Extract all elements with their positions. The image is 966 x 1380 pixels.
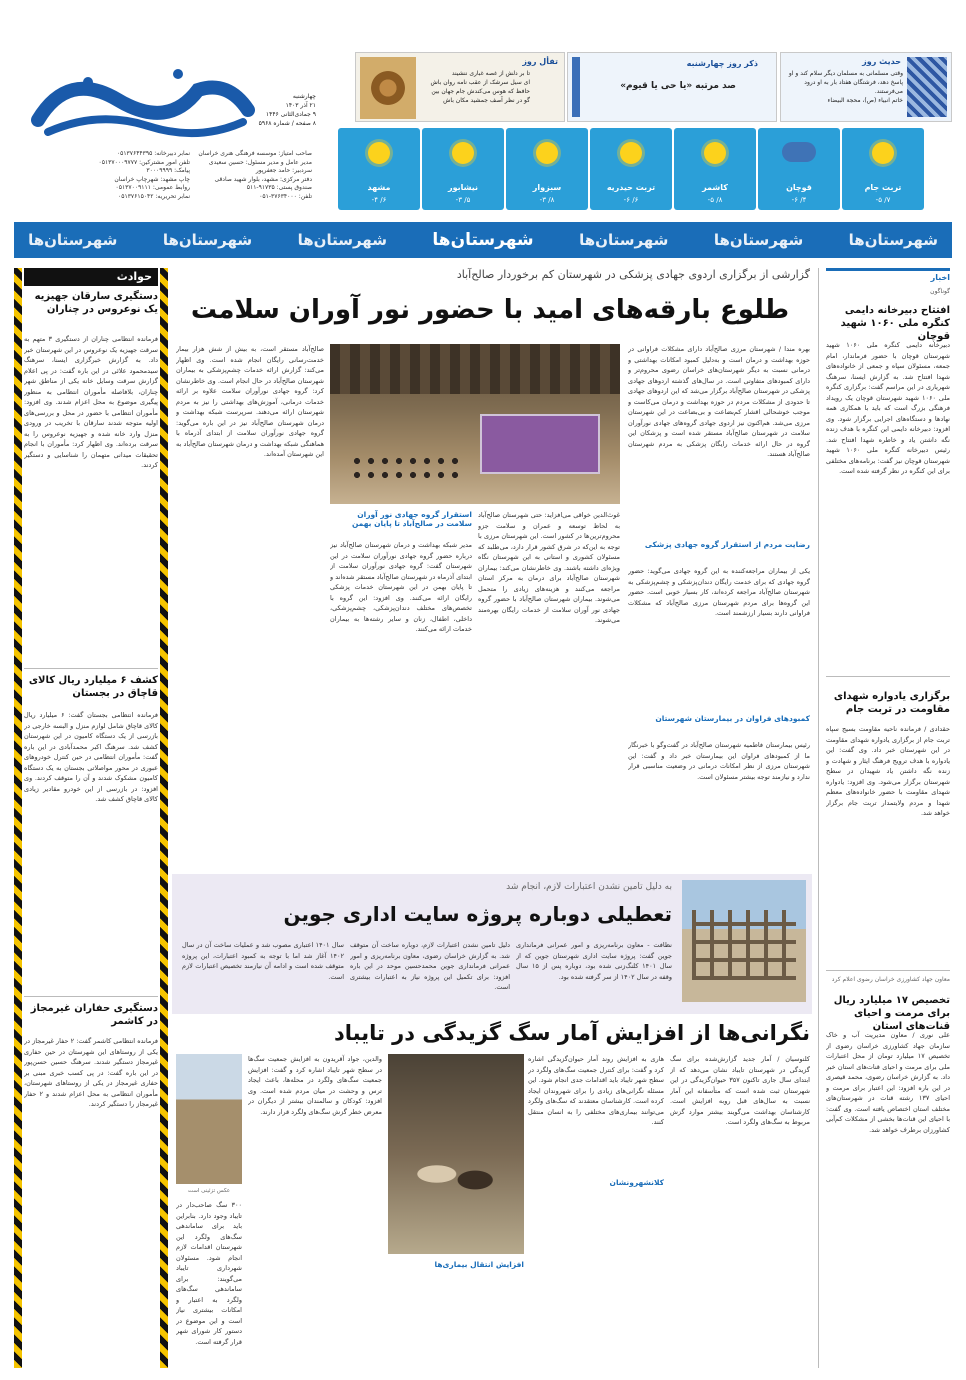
bottom-headline: نگرانی‌ها از افزایش آمار سگ گزیدگی در تایباد [333, 1021, 810, 1045]
right-item3-text: علی نوری / معاون مدیریت آب و خاک سازمان جهاد کشاورزی خراسان رضوی از تخصیص ۱۷ میلیارد تومان از محل اعتبارات ملی برای مرمت و احیای قنات‌های استان خبر داد. به گزارش خراسان رضوی، محمد قیصری در این باره افزود: این اعتبار برای مرمت و احیای ۱۳۷ رشته قنات در شهرستان‌های مختلف استان اختصاص یافته است. وی گفت: با احیای این قنات‌ها بخشی از مشکلات کم‌آبی کشاورزان برطرف خواهد شد. [826, 1031, 950, 1134]
weather-city: تربت جام [864, 183, 902, 192]
mid-story [172, 874, 812, 1014]
right-item1-title: افتتاح دبیرخانه دایمی کنگره ملی ۱۰۶۰ شهید قوچان [840, 305, 950, 342]
bottom-subhead-2: کلانشهرونشان [609, 1178, 664, 1187]
right-column-rule [818, 268, 819, 1368]
weather-temp: ۴/ ۶- [791, 196, 807, 204]
section-label: شهرستان‌ها [162, 231, 253, 249]
sun-icon [620, 142, 642, 164]
lead-subhead-2: کمبودهای فراوان در بیمارستان شهرستان [655, 714, 810, 723]
bottom-col4-text: ۳۰۰ سگ صاحب‌دار در تایباد وجود دارد. بنابراین باید برای ساماندهی سگ‌های ولگرد این شهرستان اقدامات لازم انجام شود. مسئولان شهرداری تایباد می‌گویند: برای ساماندهی سگ‌های ولگرد به اعتبار و امکانات بیشتری نیاز است و این موضوع در دستور کار شورای شهر قرار گرفته است. [176, 1201, 242, 1346]
logo-graphic [28, 60, 258, 144]
weather-city: نیشابور [447, 183, 479, 192]
sun-icon [452, 142, 474, 164]
lead-photo-caption: استقرار گروه جهادی نور آوران سلامت در صالح‌آباد تا پایان بهمن [351, 510, 472, 528]
right-item2-title: برگزاری یادواره شهدای مقاومت در تربت جام [833, 691, 950, 715]
weather-temp: ۸/ ۵- [707, 196, 723, 204]
lead-col1-text: بهره مندا / شهرستان مرزی صالح‌آباد دارای مشکلات فراوانی در حوزه بهداشت و درمان است و به‌دلیل کمبود امکانات بهداشتی و درمانی نسبت به دیگر شهرستان‌های خراسان رضوی محروم‌تر و دارای کمبودهای متفاوتی است. در سال‌های گذشته اردوهای جهادی پزشکی در شهرستان صالح‌آباد برگزار می‌شد که این اردوهای جهادی تا حدودی از مشکلات مردم در حوزه بهداشت و درمان می‌کاست و موجب خوشحالی اقشار کم‌بضاعت و بی‌بضاعت در این شهرستان مرزی می‌شد. هم‌اکنون نیز اردوی جهادی گروه‌های جهادی نورآوران سلامت در شهرستان صالح‌آباد مستقر شده است و پزشکان این گروه در حال ارائه خدمات رایگان پزشکی به مردم شهرستان صالح‌آباد هستند. [628, 345, 810, 458]
section-label: شهرستان‌ها [28, 231, 118, 249]
weather-city: تربت حیدریه [606, 183, 656, 192]
lead-photo [330, 344, 620, 504]
right-col-sublabel: گوناگون [930, 288, 950, 295]
logo-text [252, 60, 258, 61]
weather-cell [674, 128, 756, 210]
zekr-box [567, 52, 777, 122]
mid-headline: تعطیلی دوباره پروژه سایت اداری جوین [283, 902, 672, 926]
weather-city: مشهد [367, 183, 391, 192]
fal-box [355, 52, 565, 122]
right-item2-text: حقدادی / فرمانده ناحیه مقاومت بسیج سپاه تربت جام از برگزاری یادواره شهدای مقاومت در این شهرستان خبر داد. وی گفت: این یادواره با هدف ترویج فرهنگ ایثار و شهادت و زنده نگه داشتن یاد شهیدان در سطح شهرستان برگزار می‌شود. وی افزود: یادواره شهدای مقاومت با حضور خانواده‌های معظم شهدا و مردم ولایتمدار تربت جام برگزار خواهد شد. [826, 725, 950, 817]
weather-cell [758, 128, 840, 210]
photo-dogs [408, 1144, 504, 1204]
left-item3-text: فرمانده انتظامی کاشمر گفت: ۲ حفار غیرمجاز در یکی از روستاهای این شهرستان در حین حفاری غیرمجاز دستگیر شدند. سرهنگ حسین حسن‌پور در این باره گفت: در پی کسب خبری مبنی بر حفاری غیرمجاز در یکی از روستاهای شهرستان، مأموران انتظامی به محل اعزام شدند و ۲ حفار غیرمجاز را دستگیر کردند. [24, 1037, 158, 1108]
right-divider-1 [826, 676, 950, 677]
lead-col3-text: مدیر شبکه بهداشت و درمان شهرستان صالح‌آباد نیز درباره حضور گروه جهادی نورآوران سلامت در این شهرستان گفت: گروه جهادی نورآوران سلامت از ابتدای آذرماه در شهرستان صالح‌آباد مستقر شده‌اند و تا پایان بهمن در این شهرستان خدمات پزشکی رایگان ارائه می‌کنند. وی افزود: این گروه با تخصص‌های مختلف دندان‌پزشکی، چشم‌پزشکی، داخلی، اطفال، زنان و سایر رشته‌ها به بیماران خدمات ارائه می‌کنند. [330, 541, 472, 633]
zekr-title: ذکر روز چهارشنبه [686, 59, 758, 68]
section-band [14, 222, 952, 258]
incidents-header: حوادث [24, 268, 158, 286]
cloud-icon [782, 142, 816, 162]
left-item1-title: دستگیری سارقان جهیزیه یک نوعروس در چناران [34, 291, 158, 315]
weather-cell [506, 128, 588, 210]
weather-cell [842, 128, 924, 210]
weather-cell [422, 128, 504, 210]
contact-info: نمابر دبیرخانه: ۰۵۱۳۷۶۴۴۳۹۵ تلفن امور مشترکین: ۰۵۱۳۷۰۰۰۹۷۷۷ پیامک: ۳۰۰۰۹۹۹۹ چاپ مشهد: شهرچاپ خراسان روابط عمومی: ۰۵۱۳۷۰۰۹۱۱۱ نمابر تحریریه: ۰۵۱۳۷۶۱۵۰۴۲ [98, 150, 190, 200]
right-item3-kicker: معاون جهاد کشاورزی خراسان رضوی اعلام کرد [831, 976, 950, 983]
right-item3-title: تخصیص ۱۷ میلیارد ریال برای مرمت و احیای قنات‌های استان [833, 995, 950, 1032]
zekr-ornament-left [572, 57, 580, 117]
weather-city: قوچان [786, 183, 812, 192]
sun-icon [872, 142, 894, 164]
sun-icon [536, 142, 558, 164]
weather-temp: ۵/ ۳- [455, 196, 471, 204]
weather-temp: ۷/ ۵- [875, 196, 891, 204]
bottom-side-photo [176, 1054, 242, 1184]
photo-scaffold [692, 910, 796, 980]
mid-text-2: دلیل تامین نشدن اعتبارات لازم، دوباره ساخت آن متوقف شد. به گزارش خراسان رضوی، معاون برنامه‌ریزی و امور عمرانی فرمانداری جوین محمدحسین موحد در این باره افزود: برای تکمیل این پروژه نیاز به اعتبارات بیشتری است. [350, 941, 510, 991]
fal-title: تفأل روز [522, 57, 558, 66]
lead-col1b-text: یکی از بیماران مراجعه‌کننده به این گروه جهادی می‌گوید: حضور گروه جهادی که برای خدمت رایگان دندان‌پزشکی و چشم‌پزشکی به شهرستان صالح‌آباد مراجعه کرده‌اند، کار بسیار خوبی است. حضور این گروه‌ها برای مردم شهرستان مرزی صالح‌آباد که مشکلات فراوانی دارند بسیار ارزشمند است. [628, 567, 810, 617]
section-label: شهرستان‌ها [432, 230, 534, 250]
sun-icon [368, 142, 390, 164]
section-label: شهرستان‌ها [579, 231, 669, 249]
bottom-subhead-1: افزایش انتقال بیماری‌ها [434, 1260, 524, 1269]
right-col-label: اخبار [826, 268, 950, 286]
left-divider-2 [24, 996, 158, 997]
lead-col2-text: غوث‌الدین خواقی می‌افزاید: حتی شهرستان صالح‌آباد به لحاظ توسعه و عمران و سلامت جزو محروم‌ترین‌ها در کشور است. این شهرستان مرزی با توجه به این‌که در شرق کشور قرار دارد، می‌طلبد که مسئولان کشوری و استانی به این شهرستان نگاه ویژه‌ای داشته باشند. وی خاطرنشان می‌کند: بیماران شهرستان صالح‌آباد برای درمان به مرکز استان مراجعه می‌کنند و هزینه‌های زیادی را متحمل می‌شوند. بیماران شهرستان صالح‌آباد با حضور گروه جهادی نور آوران سلامت از خدمات رایگان بهره‌مند می‌شوند. [478, 511, 620, 624]
hadith-box [780, 52, 952, 122]
weather-cell [590, 128, 672, 210]
section-label: شهرستان‌ها [848, 231, 938, 249]
bottom-col3-text: والدین، جواد آقریدون به افزایش جمعیت سگ‌ها در سطح شهر تایباد اشاره کرد و گفت: افزایش جمعیت سگ‌های ولگرد در محله‌ها، باعث ایجاد ترس و وحشت در میان مردم شده است. وی افزود: کودکان و سالمندان بیشتر از دیگران در معرض خطر گزش سگ‌های ولگرد قرار دارند. [248, 1055, 382, 1116]
hadith-title: حدیث روز [862, 57, 901, 66]
fal-text: تا بر دلش از غصه غباری ننشیند ای سیل سرشک از عقب نامه روان باش حافظ که هوس می‌کندش جام جهان بین گو در نظر آصف جمشید مکان باش [430, 70, 530, 104]
photo-trailer [480, 414, 600, 474]
weather-temp: ۸/ ۳- [539, 196, 555, 204]
bottom-photo-caption: عکس تزئینی است [187, 1188, 231, 1194]
weather-cell [338, 128, 420, 210]
left-divider-1 [24, 668, 158, 669]
weather-temp: ۶/ ۶- [623, 196, 639, 204]
bottom-photo [388, 1054, 524, 1254]
hadith-ornament [907, 57, 947, 117]
mid-text-1: نظافت - معاون برنامه‌ریزی و امور عمرانی فرمانداری جوین گفت: پروژه سایت اداری شهرستان جوین که از سال ۱۴۰۱ کلنگ‌زنی شده بود، دوباره پس از ۱۵ سال وقفه در سال ۱۴۰۲ از سر گرفته شده بود. [516, 941, 672, 981]
photo-hangar-roof [330, 344, 620, 394]
publisher-info: صاحب امتیاز: موسسه فرهنگی هنری خراسان مدیر عامل و مدیر مسئول: حسین سعیدی سردبیر: حامد جعفرپور دفتر مرکزی: مشهد، بلوار شهید صادقی صندوق پستی: ۹۱۷۳۵-۵۱۱ تلفن: ۳۷۶۳۴۰۰۰-۰۵۱ [198, 150, 312, 200]
issue-date: چهارشنبه ۲۱ آذر ۱۴۰۳ ۹ جمادی‌الثانی ۱۴۴۶ ۸ صفحه / شماره ۵۹۶۸ [258, 93, 316, 127]
left-item1-text: فرمانده انتظامی چناران از دستگیری ۳ متهم به سرقت جهیزیه یک نوعروس در این شهرستان خبر داد. به گزارش خبرگزاری ایسنا، سرهنگ سیدمحمود علائی در این باره گفت: در پی اعلام گزارش سرقت وسایل خانه یکی از مناطق شهر چناران، بلافاصله مأموران انتظامی به منظور پیگیری موضوع به محل اعزام شدند. وی افزود: مأموران انتظامی با حضور در محل و بررسی‌های اولیه متوجه شدند سارقان با تخریب در ورودی منزل وارد خانه شده و جهیزیه نوعروس را به سرقت برده‌اند. وی اظهار کرد: مأموران با انجام تحقیقات میدانی متهمان را شناسایی و دستگیر کردند. [24, 335, 158, 469]
photo-crowd [350, 454, 460, 484]
left-item2-title: کشف ۶ میلیارد ریال کالای قاچاق در بجستان [28, 675, 158, 699]
lead-headline: طلوع بارقه‌های امید با حضور نور آوران سلامت [190, 295, 790, 325]
bottom-col1-text: کلنوسیان / آمار جدید گزارش‌شده برای سگ گزیدگی در شهرستان تایباد نشان می‌دهد که از ابتدای سال جاری تاکنون ۳۵۷ حیوان‌گزیدگی در این شهرستان ثبت شده است که متأسفانه این آمار نسبت به سال‌های قبل روبه افزایش است. کارشناسان بهداشت می‌گویند بیشتر موارد گزش مربوط به سگ‌های ولگرد است. [670, 1055, 810, 1126]
weather-strip [338, 128, 952, 210]
lead-subhead-1: رضایت مردم از استقرار گروه جهادی پزشکی [644, 540, 810, 549]
newspaper-logo [28, 60, 258, 144]
sun-icon [704, 142, 726, 164]
right-divider-2 [826, 970, 950, 971]
hadith-text: وقتی مسلمانی به مسلمان دیگر سلام کند و او پاسخ دهد، فرشتگان هفتاد بار به او درود می‌فرستند. خاتم انبیاء (ص)، محجة البیضاء [788, 70, 903, 104]
bottom-col2-text: هاری به افزایش روند آمار حیوان‌گزیدگی اشاره کرد و گفت: برای کنترل جمعیت سگ‌های ولگرد در سطح شهر تایباد باید اقدامات جدی انجام شود. این مسئله نگرانی‌های زیادی را برای شهروندان ایجاد کرده است. کارشناسان معتقدند که سگ‌های ولگرد می‌توانند بیماری‌های مختلفی را به انسان منتقل کنند. [528, 1055, 664, 1126]
mid-kicker: به دلیل تامین نشدن اعتبارات لازم، انجام شد [506, 882, 672, 892]
left-item2-text: فرمانده انتظامی بجستان گفت: ۶ میلیارد ریال کالای قاچاق شامل لوازم منزل و البسه خارجی در بازرسی از یک دستگاه کامیون در این شهرستان کشف شد. سرهنگ اکبر محمدآبادی در این باره گفت: مأموران انتظامی در حین کنترل خودروهای عبوری در محور مواصلاتی بجستان به یک دستگاه کامیون مشکوک شدند و آن را متوقف کردند. وی افزود: در بازرسی از این خودرو مقادیر زیادی کالای قاچاق کشف شد. [24, 711, 158, 803]
lead-col4-text: صالح‌آباد مستقر است، به بیش از شش هزار بیمار خدمت‌رسانی رایگان انجام شده است. وی اظهار می‌کند: گزارش ارائه خدمات چشم‌پزشکی به بیماران شهرستان صالح‌آباد در حال انجام است. وی خاطرنشان کرد: گروه جهادی نورآوران سلامت علاوه بر ارائه خدمات درمانی، آموزش‌های بهداشتی را نیز به مردم شهرستان ارائه می‌دهند. سرپرست شبکه بهداشت و درمان شهرستان صالح‌آباد نیز در این باره می‌گوید: گروه جهادی نورآوران سلامت از ابتدای آذرماه با هماهنگی شبکه بهداشت و درمان شهرستان صالح‌آباد به این شهرستان آمده‌اند. [176, 345, 324, 458]
right-item1-text: دبیرخانه دایمی کنگره ملی ۱۰۶۰ شهید شهرستان قوچان با حضور فرماندار، امام جمعه، مسئولان سپاه و جمعی از خانواده‌های شهدا افتتاح شد. به گزارش ایسنا، سرهنگ شهریاری در این مراسم گفت: برگزاری کنگره ملی ۱۰۶۰ شهید شهرستان قوچان یک رویداد فرهنگی بزرگ است که باید با همکاری همه نهادها و دستگاه‌های اجرایی برگزار شود. وی افزود: دبیرخانه دایمی این کنگره با هدف زنده نگه داشتن یاد و خاطره شهدا افتتاح شد. رئیس دبیرخانه کنگره ملی ۱۰۶۰ شهید شهرستان قوچان نیز گفت: برنامه‌های مختلفی برای این کنگره در نظر گرفته شده است. [826, 341, 950, 475]
hazard-stripe-right [160, 268, 168, 1368]
hazard-stripe-left [14, 268, 22, 1368]
weather-temp: ۶/ ۴- [371, 196, 387, 204]
section-label: شهرستان‌ها [297, 231, 387, 249]
section-label: شهرستان‌ها [713, 231, 804, 249]
left-item3-title: دستگیری حفاران غیرمجاز در کاشمر [30, 1003, 158, 1027]
mid-text-3: سال ۱۴۰۱ اعتباری مصوب شد و عملیات ساخت آن در سال ۱۴۰۲ آغاز شد اما با توجه به کمبود اعتبارات، این پروژه متوقف شده است و ادامه آن نیازمند تخصیص اعتبارات لازم است. [182, 941, 344, 981]
lead-kicker: گزارشی از برگزاری اردوی جهادی پزشکی در شهرستان کم برخوردار صالح‌آباد [456, 268, 810, 281]
weather-city: کاشمر [702, 183, 728, 192]
mid-photo [682, 880, 806, 1002]
weather-city: سبزوار [532, 183, 562, 192]
zekr-text: صد مرتبه «یا حی یا قیوم» [620, 81, 736, 91]
lead-col1c-text: رئیس بیمارستان فاطمیه شهرستان صالح‌آباد در گفت‌وگو با خبرنگار ما از کمبودهای فراوان این بیمارستان خبر داد و گفت: این شهرستان مرزی از نظر امکانات درمانی در وضعیت مناسبی قرار ندارد و نیازمند توجه بیشتر مسئولان است. [628, 741, 810, 781]
